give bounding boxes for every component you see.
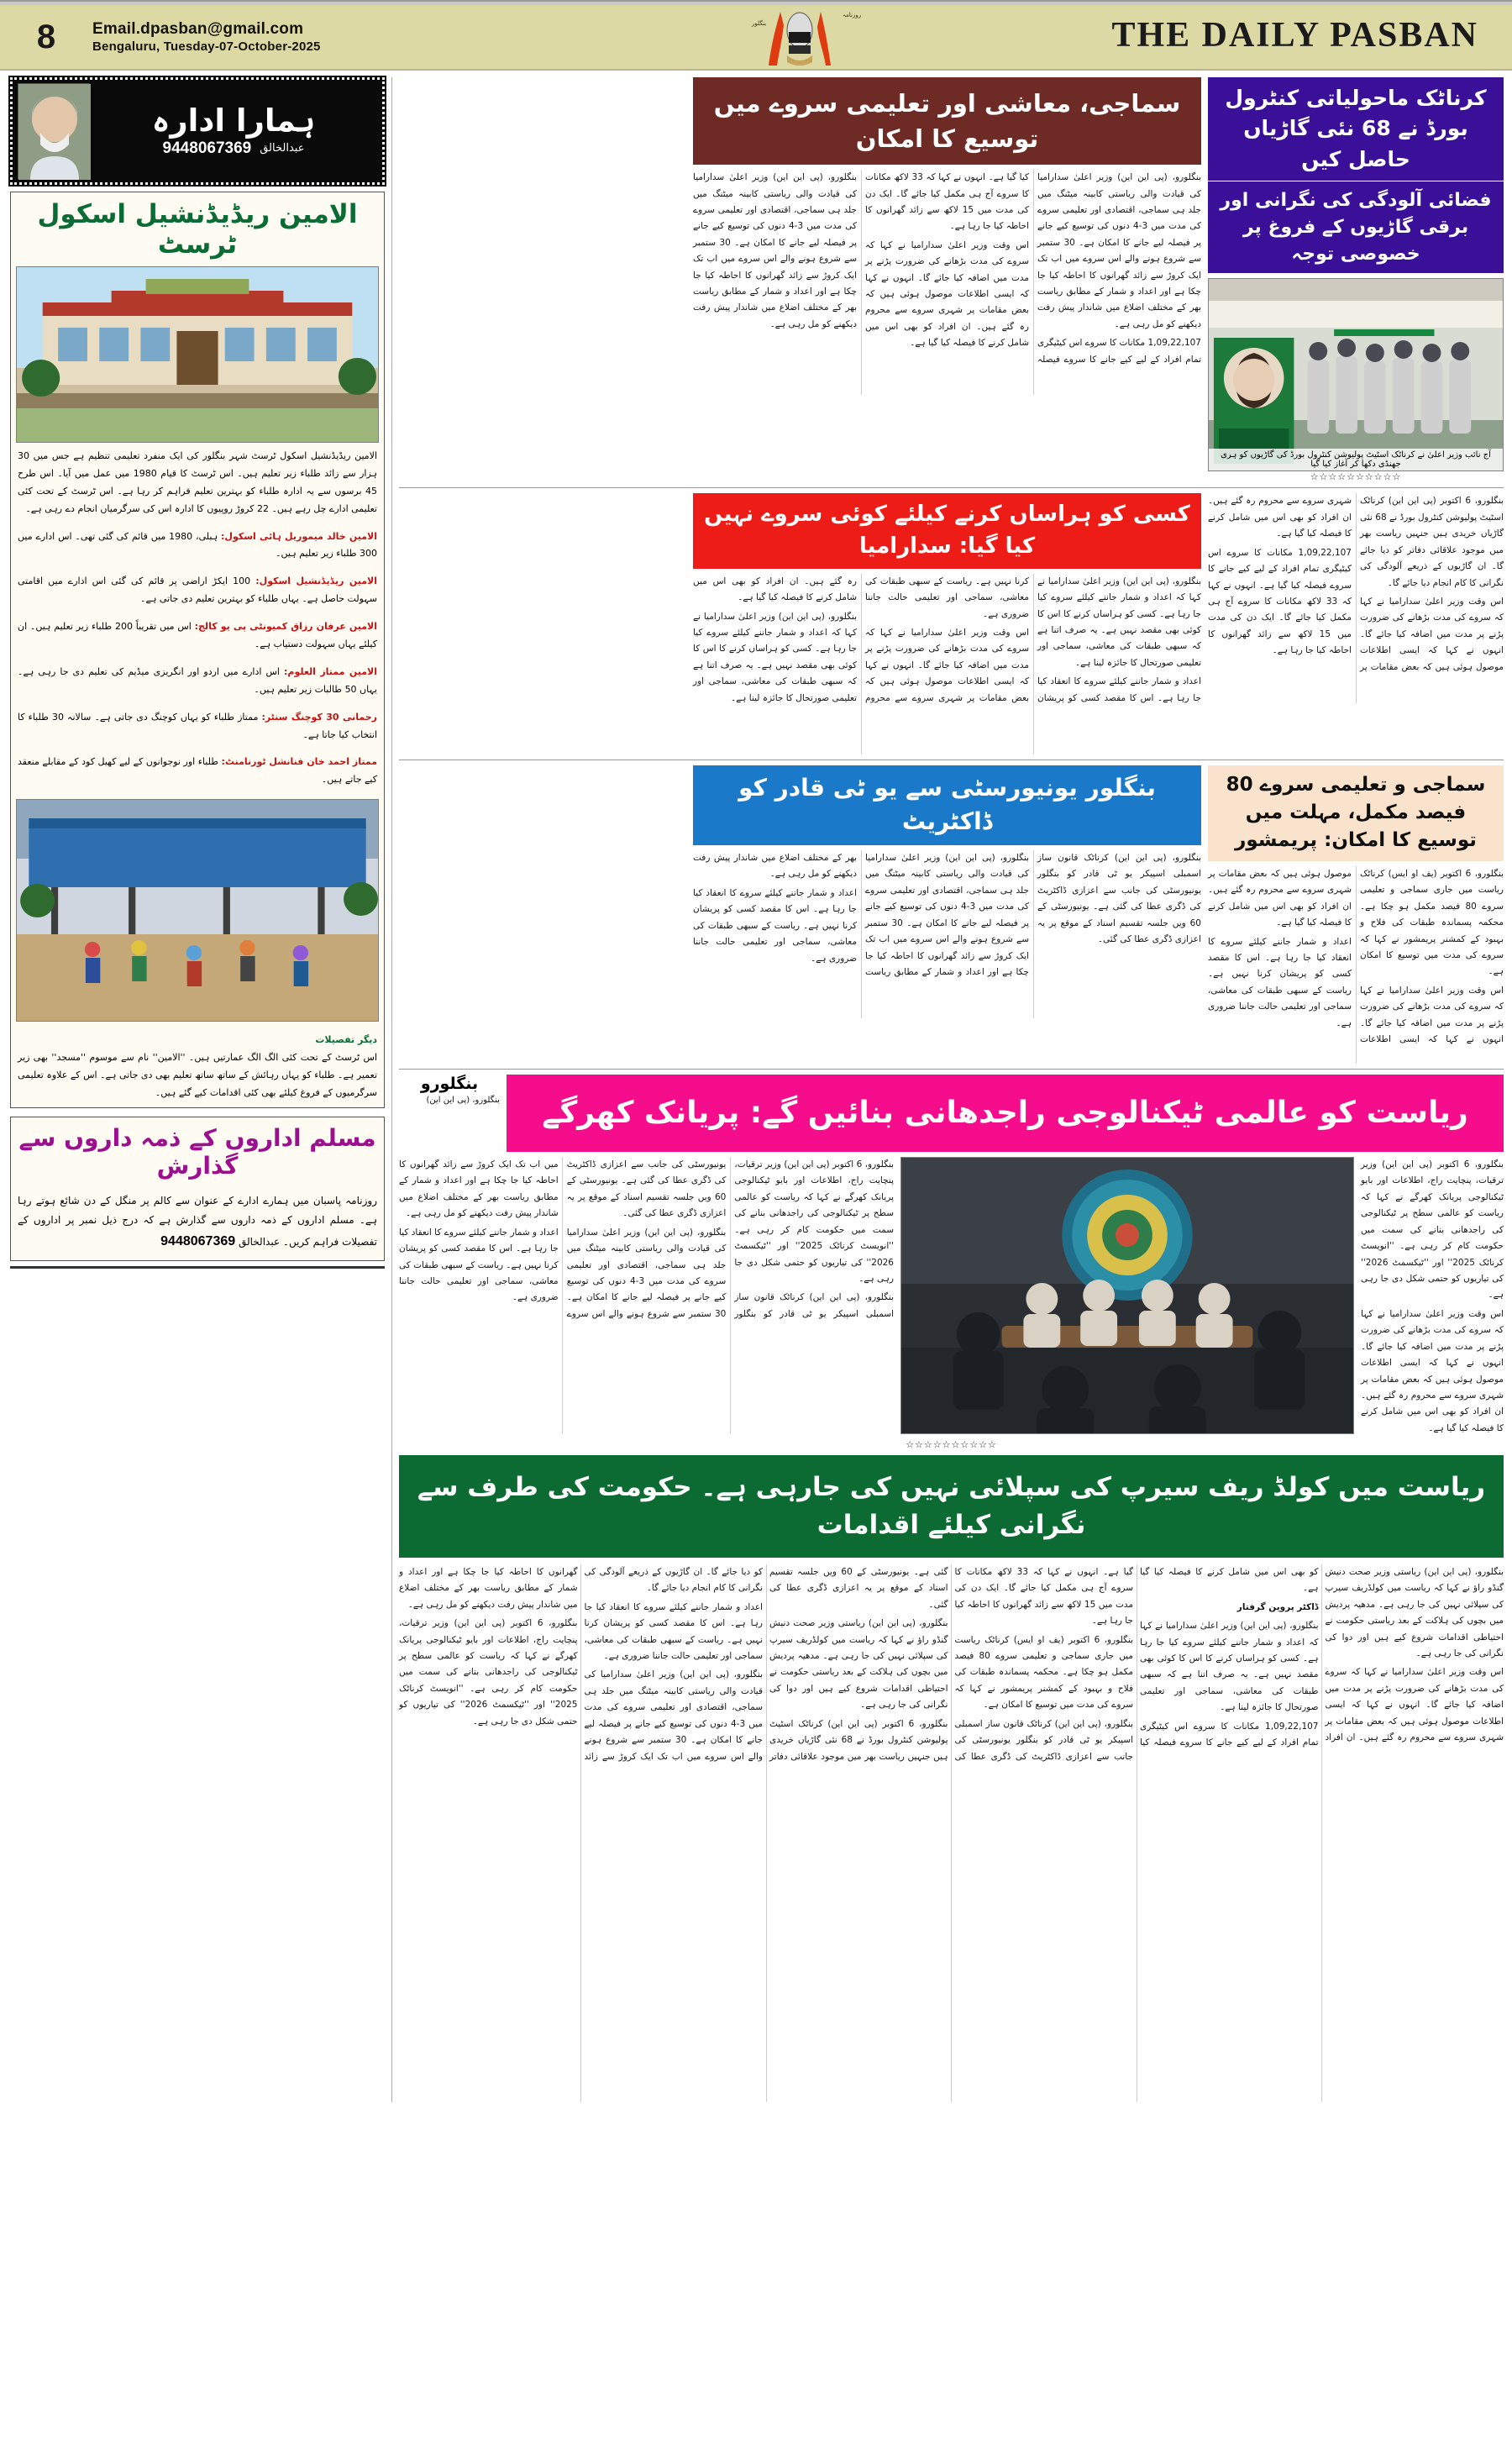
trust-item <box>11 613 384 659</box>
bottom-ad-title: مسلم اداروں کے ذمہ داروں سے گذارش <box>18 1123 376 1180</box>
trust-item-head: الامین عرفان رزاق کمیونٹی پی یو کالج: <box>194 621 377 633</box>
headline-purple: کرناٹک ماحولیاتی کنٹرول بورڈ نے 68 نئی گاڑیاں حاصل کیں <box>1208 77 1504 181</box>
trust-item-text: ممتاز طلباء کو یہاں کوچنگ دی جاتی ہے۔ سالانہ 30 طلباء کا انتخاب کیا جاتا ہے۔ <box>18 711 377 740</box>
article-para: اس وقت وزیر اعلیٰ سدارامیا نے کہا کہ سروے کی مدت بڑھانے کی ضرورت پڑنے پر مدت میں اضافہ کیا جائے گا۔ انہوں نے کہا کہ ایسی اطلاعات موصول ہوئی ہیں کہ بعض مقامات پر شہری سروے سے محروم رہ گئے ہیں۔ ان افراد کو بھی اس میں شامل کرنے کا فیصلہ کیا گیا ہے۔ <box>1361 1308 1504 1433</box>
article-pink-col1 <box>1361 1157 1504 1434</box>
article-para: بنگلورو، (پی این این) کرناٹک قانون ساز اسمبلی اسپیکر یو ٹی قادر کو بنگلور یونیورسٹی کی جانب سے اعزازی ڈاکٹریٹ کی ڈگری عطا کی گئی ہے۔ یونیورسٹی کے 60 ویں جلسہ تقسیم اسناد کے موقع پر یہ اعزازی ڈگری عطا کی گئی۔ <box>1037 852 1201 945</box>
article-para: اعداد و شمار جاننے کیلئے سروے کا انعقاد کیا جا رہا ہے۔ اس کا مقصد کسی کو پریشان کرنا نہیں ہے۔ ریاست کے سبھی طبقات کی معاشی، سماجی اور تعلیمی حالت جاننا ضروری ہے۔ <box>693 887 857 964</box>
sidebar <box>10 77 392 2102</box>
article-para: بنگلورو، (پی این این) کرناٹک قانون ساز اسمبلی اسپیکر یو ٹی قادر کو بنگلور یونیورسٹی کی جانب سے اعزازی ڈاکٹریٹ کی ڈگری عطا کی گئی ہے۔ یونیورسٹی کے 60 ویں جلسہ تقسیم اسناد کے موقع پر یہ اعزازی ڈگری عطا کی گئی۔ <box>769 1566 1133 1762</box>
ad-hamara-idara[interactable] <box>10 77 385 185</box>
page-number: 8 <box>36 18 56 55</box>
article-para: اعداد و شمار جاننے کیلئے سروے کا انعقاد کیا جا رہا ہے۔ اس کا مقصد کسی کو پریشان کرنا نہیں ہے۔ ریاست کے سبھی طبقات کی معاشی، سماجی اور تعلیمی حالت جاننا ضروری ہے۔ <box>1208 936 1352 1028</box>
headline-red: کسی کو ہراساں کرنے کیلئے کوئی سروے نہیں کیا گیا: سدارامیا <box>693 493 1201 568</box>
headline-purple-sub: فضائی آلودگی کی نگرانی اور برقی گاڑیوں کے فروغ پر خصوصی توجہ <box>1208 181 1504 274</box>
editor-photo <box>18 83 90 179</box>
article-para: بنگلورو، 6 اکتوبر (پی این این) وزیر ترقیات، پنچایت راج، اطلاعات اور بایو ٹیکنالوجی پریانک کھرگے نے کہا کہ ریاست کو عالمی سطح پر ٹیکنالوجی کی راجدھانی بنانے کی سمت میں حکومت کام کر رہی ہے۔ ''انویسٹ کرناٹک 2025'' اور ''ٹیکسمٹ 2026'' کی تیاریوں کو حتمی شکل دی جا رہی ہے۔ <box>399 1618 578 1727</box>
doctor-subhead: ڈاکٹر پروین گرفتار <box>1236 1601 1319 1612</box>
photo-flagoff <box>1208 278 1504 471</box>
article-pink-col2 <box>399 1157 894 1434</box>
article-para: 1,09,22,107 مکانات کا سروے اس کیٹیگری تمام افراد کے لیے کیے جانے کا سروے فیصلہ کیا گیا ہے۔ انہوں نے کہا کہ 33 لاکھ مکانات کا سروے آج ہی مکمل کیا جائے گا۔ ایک دن کی مدت میں 15 لاکھ سے زائد گھرانوں کا احاطہ کیا جا رہا ہے۔ <box>1208 547 1352 656</box>
article-blue-body <box>693 850 1201 1018</box>
trust-item <box>11 568 384 613</box>
headline-blue: بنگلور یونیورسٹی سے یو ٹی قادر کو ڈاکٹریٹ <box>693 765 1201 845</box>
bottom-ad-phone: 9448067369 <box>160 1234 236 1249</box>
headline-pink: ریاست کو عالمی ٹیکنالوجی راجدھانی بنائیں گے: پریانک کھرگے <box>507 1075 1504 1152</box>
article-para: بنگلورو، (پی این این) وزیر اعلیٰ سدارامیا کی قیادت والی ریاستی کابینہ میٹنگ میں جلد ہی سماجی، اقتصادی اور تعلیمی سروے کی مدت میں 3-4 دنوں کی توسیع کیے جانے پر فیصلہ لیے جانے کا امکان ہے۔ 30 ستمبر سے شروع ہونے والے اس سروے میں اب تک ایک کروڑ سے زائد گھرانوں کا احاطہ کیا جا چکا ہے اور اعداد و شمار کے مطابق ریاست بھر کے مختلف اضلاع میں شاندار پیش رفت دیکھنے کو مل رہی ہے۔ <box>693 852 1029 977</box>
trust-item-text: طلباء اور نوجوانوں کے لیے کھیل کود کے مقابلے منعقد کیے جاتے ہیں۔ <box>18 756 377 786</box>
article-para: بنگلورو، (پی این این) وزیر اعلیٰ سدارامیا کی قیادت والی ریاستی کابینہ میٹنگ میں جلد ہی سماجی، اقتصادی اور تعلیمی سروے کی مدت میں 3-4 دنوں کی توسیع کیے جانے پر فیصلہ لیے جانے کا امکان ہے۔ 30 ستمبر سے شروع ہونے والے اس سروے میں اب تک ایک کروڑ سے زائد گھرانوں کا احاطہ کیا جا چکا ہے اور اعداد و شمار کے مطابق ریاست بھر کے مختلف اضلاع میں شاندار پیش رفت دیکھنے کو مل رہی ہے۔ <box>399 1566 764 1762</box>
article-para: بنگلورو، (پی این این) ریاستی وزیر صحت دنیش گنڈو راؤ نے کہا کہ ریاست میں کولڈریف سیرپ کی سپلائی نہیں کی جا رہی ہے۔ مدھیہ پردیش میں بچوں کی ہلاکت کے بعد ریاستی حکومت نے احتیاطی اقدامات شروع کیے ہیں اور دوا کی نگرانی کی جا رہی ہے۔ <box>1325 1566 1504 1658</box>
trust-item-head: الامین ریڈیڈنشیل اسکول: <box>255 576 377 587</box>
headline-green: ریاست میں کولڈ ریف سیرپ کی سپلائی نہیں کی جارہی ہے۔ حکومت کی طرف سے نگرانی کیلئے اقدامات <box>399 1455 1504 1558</box>
pink-dateline: بنگلورو، (پی این این) <box>426 1095 500 1105</box>
trust-item-head: الامین خالد میموریل ہائی اسکول: <box>221 530 377 542</box>
trust-title: الامین ریڈیڈنشیل اسکول ٹرسٹ <box>11 192 384 266</box>
article-para: اعداد و شمار جاننے کیلئے سروے کا انعقاد کیا جا رہا ہے۔ اس کا مقصد کسی کو پریشان کرنا نہیں ہے۔ ریاست کے سبھی طبقات کی معاشی، سماجی اور تعلیمی حالت جاننا ضروری ہے۔ <box>584 1601 763 1661</box>
trust-item <box>11 704 384 749</box>
article-para: 1,09,22,107 مکانات کا سروے اس کیٹیگری تمام افراد کے لیے کیے جانے کا سروے فیصلہ کیا گیا ہے۔ انہوں نے کہا کہ 33 لاکھ مکانات کا سروے آج ہی مکمل کیا جائے گا۔ ایک دن کی مدت میں 15 لاکھ سے زائد گھرانوں کا احاطہ کیا جا رہا ہے۔ <box>865 172 1201 365</box>
trust-item <box>11 749 384 794</box>
article-para: بنگلورو، (پی این این) وزیر اعلیٰ سدارامیا نے کہا کہ اعداد و شمار جاننے کیلئے سروے کیا جا رہا ہے۔ کسی کو ہراساں کرنے کا اس کا کوئی بھی مقصد نہیں ہے۔ یہ صرف اتنا ہے کہ سبھی طبقات کی معاشی، سماجی اور تعلیمی صورتحال کا جائزہ لینا ہے۔ <box>693 611 857 703</box>
trust-item-text: 100 ایکڑ اراضی پر قائم کی گئی اس ادارے میں اقامتی سہولت حاصل ہے۔ یہاں طلباء کو بہترین تعلیم دی جاتی ہے۔ <box>18 576 377 605</box>
article-para: بنگلورو، 6 اکتوبر (پی این این) کرناٹک اسٹیٹ پولیوشن کنٹرول بورڈ نے 68 نئی گاڑیاں خریدی ہیں جنہیں ریاست بھر میں موجود علاقائی دفاتر کو دیا جائے گا۔ ان گاڑیوں کے ذریعے آلودگی کی نگرانی کا کام انجام دیا جائے گا۔ <box>584 1566 948 1762</box>
article-para: اس وقت وزیر اعلیٰ سدارامیا نے کہا کہ سروے کی مدت بڑھانے کی ضرورت پڑنے پر مدت میں اضافہ کیا جائے گا۔ انہوں نے کہا کہ ایسی اطلاعات موصول ہوئی ہیں کہ بعض مقامات پر شہری سروے سے محروم رہ گئے ہیں۔ ان افراد کو بھی اس میں شامل کرنے کا فیصلہ کیا گیا ہے۔ <box>865 239 1029 349</box>
article-para: بنگلورو، (پی این این) کرناٹک قانون ساز اسمبلی اسپیکر یو ٹی قادر کو بنگلور یونیورسٹی کی جانب سے اعزازی ڈاکٹریٹ کی ڈگری عطا کی گئی ہے۔ یونیورسٹی کے 60 ویں جلسہ تقسیم اسناد کے موقع پر یہ اعزازی ڈگری عطا کی گئی۔ <box>566 1159 894 1319</box>
headline-maroon: سماجی، معاشی اور تعلیمی سروے میں توسیع کا امکان <box>693 77 1201 165</box>
pink-kicker: بنگلورو <box>420 1074 479 1093</box>
article-para: بنگلورو، 6 اکتوبر (پی این این) وزیر ترقیات، پنچایت راج، اطلاعات اور بایو ٹیکنالوجی پریانک کھرگے نے کہا کہ ریاست کو عالمی سطح پر ٹیکنالوجی کی راجدھانی بنانے کی سمت میں حکومت کام کر رہی ہے۔ ''انویسٹ کرناٹک 2025'' اور ''ٹیکسمٹ 2026'' کی تیاریوں کو حتمی شکل دی جا رہی ہے۔ <box>734 1159 895 1284</box>
star-divider: ☆☆☆☆☆☆☆☆☆☆ <box>906 1440 997 1451</box>
article-para: اعداد و شمار جاننے کیلئے سروے کا انعقاد کیا جا رہا ہے۔ اس کا مقصد کسی کو پریشان کرنا نہیں ہے۔ ریاست کے سبھی طبقات کی معاشی، سماجی اور تعلیمی حالت جاننا ضروری ہے۔ <box>399 1227 559 1303</box>
photo-school-playground <box>16 799 379 1022</box>
article-para: اس وقت وزیر اعلیٰ سدارامیا نے کہا کہ سروے کی مدت بڑھانے کی ضرورت پڑنے پر مدت میں اضافہ کیا جائے گا۔ انہوں نے کہا کہ ایسی اطلاعات موصول ہوئی ہیں کہ بعض مقامات پر شہری سروے سے محروم رہ گئے ہیں۔ ان افراد کو بھی اس میں شامل کرنے کا فیصلہ کیا گیا ہے۔ <box>1208 496 1504 672</box>
masthead-contact <box>92 19 321 55</box>
article-para: بنگلورو، (پی این این) وزیر اعلیٰ سدارامیا کی قیادت والی ریاستی کابینہ میٹنگ میں جلد ہی سماجی، اقتصادی اور تعلیمی سروے کی مدت میں 3-4 دنوں کی توسیع کیے جانے پر فیصلہ لیے جانے کا امکان ہے۔ 30 ستمبر سے شروع ہونے والے اس سروے میں اب تک ایک کروڑ سے زائد گھرانوں کا احاطہ کیا جا چکا ہے اور اعداد و شمار کے مطابق ریاست بھر کے مختلف اضلاع میں شاندار پیش رفت دیکھنے کو مل رہی ہے۔ <box>1037 172 1201 329</box>
article-cream-body <box>1208 866 1504 1064</box>
photo-meeting <box>900 1157 1354 1434</box>
article-para: 1,09,22,107 مکانات کا سروے اس کیٹیگری تمام افراد کے لیے کیے جانے کا سروے فیصلہ کیا گیا ہے۔ انہوں نے کہا کہ 33 لاکھ مکانات کا سروے آج ہی مکمل کیا جائے گا۔ ایک دن کی مدت میں 15 لاکھ سے زائد گھرانوں کا احاطہ کیا جا رہا ہے۔ <box>954 1566 1319 1748</box>
svg-text:بنگلور: بنگلور <box>752 20 767 27</box>
article-para: بنگلورو، 6 اکتوبر (پی این این) کرناٹک اسٹیٹ پولیوشن کنٹرول بورڈ نے 68 نئی گاڑیاں خریدی ہیں جنہیں ریاست بھر میں موجود علاقائی دفاتر کو دیا جائے گا۔ ان گاڑیوں کے ذریعے آلودگی کی نگرانی کا کام انجام دیا جائے گا۔ <box>1360 496 1504 588</box>
article-para: بنگلورو، 6 اکتوبر (یف او ایس) کرناٹک ریاست میں جاری سماجی و تعلیمی سروے 80 فیصد مکمل ہو چکا ہے۔ محکمہ پسماندہ طبقات کی فلاح و بہبود کے کمشنر پریمشور نے کہا کہ سروے کی مدت میں توسیع کا امکان ہے۔ <box>954 1634 1133 1711</box>
trust-item-head: ممتاز احمد خان فنانشل ٹورنامنٹ: <box>221 756 377 768</box>
article-red-body <box>693 574 1201 754</box>
photo-caption: آج نائب وزیر اعلیٰ نے کرناٹک اسٹیٹ پولیوشن کنٹرول بورڈ کی گاڑیوں کو ہری جھنڈی دکھا کر آغاز کیا گیا <box>1209 449 1503 470</box>
masthead-email: Email.dpasban@gmail.com <box>92 19 304 38</box>
article-para: بنگلورو، (پی این این) وزیر اعلیٰ سدارامیا کی قیادت والی ریاستی کابینہ میٹنگ میں جلد ہی سماجی، اقتصادی اور تعلیمی سروے کی مدت میں 3-4 دنوں کی توسیع کیے جانے پر فیصلہ لیے جانے کا امکان ہے۔ 30 ستمبر سے شروع ہونے والے اس سروے میں اب تک ایک کروڑ سے زائد گھرانوں کا احاطہ کیا جا چکا ہے اور اعداد و شمار کے مطابق ریاست بھر کے مختلف اضلاع میں شاندار پیش رفت دیکھنے کو مل رہی ہے۔ <box>693 172 857 329</box>
headline-cream: سماجی و تعلیمی سروے 80 فیصد مکمل، مہلت میں توسیع کا امکان: پریمشور <box>1208 765 1504 861</box>
article-para: بنگلورو، (پی این این) ریاستی وزیر صحت دنیش گنڈو راؤ نے کہا کہ ریاست میں کولڈریف سیرپ کی سپلائی نہیں کی جا رہی ہے۔ مدھیہ پردیش میں بچوں کی ہلاکت کے بعد ریاستی حکومت نے احتیاطی اقدامات شروع کیے ہیں اور دوا کی نگرانی کی جا رہی ہے۔ <box>769 1618 948 1711</box>
article-para: بنگلورو، 6 اکتوبر (پی این این) وزیر ترقیات، پنچایت راج، اطلاعات اور بایو ٹیکنالوجی پریانک کھرگے نے کہا کہ ریاست کو عالمی سطح پر ٹیکنالوجی کی راجدھانی بنانے کی سمت میں حکومت کام کر رہی ہے۔ ''انویسٹ کرناٹک 2025'' اور ''ٹیکسمٹ 2026'' کی تیاریوں کو حتمی شکل دی جا رہی ہے۔ <box>1361 1159 1504 1301</box>
trust-item <box>11 659 384 704</box>
ad-wordmark: ہمارا ادارہ <box>151 102 316 139</box>
trust-intro: الامین ریڈیڈنشیل اسکول ٹرسٹ شہر بنگلور کی ایک منفرد تعلیمی تنظیم ہے جس میں 30 ہزار سے زائد طلباء زیر تعلیم ہیں۔ اس ٹرسٹ کا قیام 1980 میں عمل میں آیا۔ اس طرح 45 برسوں سے یہ ادارہ طلباء کو بہترین تعلیم فراہم کر رہا ہے۔ اس ٹرسٹ کے تحت کئی تعلیمی ادارے چل رہے ہیں۔ 22 کروڑ روپیوں کا ادارہ اس کی سرگرمیاں انجام دے رہی ہے۔ <box>18 450 377 514</box>
article-green-body <box>399 1564 1504 2102</box>
svg-text:روزنامہ: روزنامہ <box>843 12 862 18</box>
article-para: اعداد و شمار جاننے کیلئے سروے کا انعقاد کیا جا رہا ہے۔ اس کا مقصد کسی کو پریشان کرنا نہیں ہے۔ ریاست کے سبھی طبقات کی معاشی، سماجی اور تعلیمی حالت جاننا ضروری ہے۔ <box>865 576 1201 703</box>
trust-item-text: ہبلی، 1980 میں قائم کی گئی تھی۔ اس ادارے میں 300 طلباء زیر تعلیم ہیں۔ <box>18 530 377 560</box>
trust-other <box>11 1027 384 1107</box>
article-maroon-body <box>693 170 1201 395</box>
ad-muslim-institutions[interactable] <box>10 1117 385 1261</box>
ad-alameen-trust[interactable] <box>10 192 385 1108</box>
article-para: بنگلورو، (پی این این) وزیر اعلیٰ سدارامیا کی قیادت والی ریاستی کابینہ میٹنگ میں جلد ہی سماجی، اقتصادی اور تعلیمی سروے کی مدت میں 3-4 دنوں کی توسیع کیے جانے پر فیصلہ لیے جانے کا امکان ہے۔ 30 ستمبر سے شروع ہونے والے اس سروے میں اب تک ایک کروڑ سے زائد گھرانوں کا احاطہ کیا جا چکا ہے اور اعداد و شمار کے مطابق ریاست بھر کے مختلف اضلاع میں شاندار پیش رفت دیکھنے کو مل رہی ہے۔ <box>399 1159 727 1319</box>
newspaper-title: THE DAILY PASBAN <box>1111 16 1478 55</box>
trust-item-text: اس میں تقریباً 200 طلباء زیر تعلیم ہیں۔ ان کیلئے یہاں سہولت دستیاب ہے۔ <box>18 621 377 650</box>
bottom-ad-text <box>11 1186 384 1260</box>
trust-item-text: اس ادارے میں اردو اور انگریزی میڈیم کی تعلیم دی جا رہی ہے۔ یہاں 50 طالبات زیر تعلیم ہیں۔ <box>18 665 377 695</box>
article-para: بنگلورو، (پی این این) وزیر اعلیٰ سدارامیا نے کہا کہ اعداد و شمار جاننے کیلئے سروے کیا جا رہا ہے۔ کسی کو ہراساں کرنے کا اس کا کوئی بھی مقصد نہیں ہے۔ یہ صرف اتنا ہے کہ سبھی طبقات کی معاشی، سماجی اور تعلیمی صورتحال کا جائزہ لینا ہے۔ <box>1037 576 1201 668</box>
article-para: اس وقت وزیر اعلیٰ سدارامیا نے کہا کہ سروے کی مدت بڑھانے کی ضرورت پڑنے پر مدت میں اضافہ کیا جائے گا۔ انہوں نے کہا کہ ایسی اطلاعات موصول ہوئی ہیں کہ بعض مقامات پر شہری سروے سے محروم رہ گئے ہیں۔ ان افراد کو بھی اس میں شامل کرنے کا فیصلہ کیا گیا ہے۔ <box>1140 1566 1504 1743</box>
trust-item <box>11 523 384 569</box>
article-para: بنگلورو، (پی این این) وزیر اعلیٰ سدارامیا نے کہا کہ اعداد و شمار جاننے کیلئے سروے کیا جا رہا ہے۔ کسی کو ہراساں کرنے کا اس کا کوئی بھی مقصد نہیں ہے۔ یہ صرف اتنا ہے کہ سبھی طبقات کی معاشی، سماجی اور تعلیمی صورتحال کا جائزہ لینا ہے۔ <box>1140 1621 1319 1713</box>
photo-school-building <box>16 266 379 443</box>
article-para: بنگلورو، 6 اکتوبر (یف او ایس) کرناٹک ریاست میں جاری سماجی و تعلیمی سروے 80 فیصد مکمل ہو چکا ہے۔ محکمہ پسماندہ طبقات کی فلاح و بہبود کے کمشنر پریمشور نے کہا کہ سروے کی مدت میں توسیع کا امکان ہے۔ <box>1360 868 1504 977</box>
main-content <box>399 77 1504 2102</box>
pasban-logo-icon <box>739 5 874 71</box>
footer-rule <box>10 1266 385 1269</box>
ad-phone: 9448067369 <box>162 139 252 157</box>
article-para: اس وقت وزیر اعلیٰ سدارامیا نے کہا کہ سروے کی مدت بڑھانے کی ضرورت پڑنے پر مدت میں اضافہ کیا جائے گا۔ انہوں نے کہا کہ ایسی اطلاعات موصول ہوئی ہیں کہ بعض مقامات پر شہری سروے سے محروم رہ گئے ہیں۔ ان افراد کو بھی اس میں شامل کرنے کا فیصلہ کیا گیا ہے۔ <box>693 576 1029 703</box>
article-para: اس وقت وزیر اعلیٰ سدارامیا نے کہا کہ سروے کی مدت بڑھانے کی ضرورت پڑنے پر مدت میں اضافہ کیا جائے گا۔ انہوں نے کہا کہ ایسی اطلاعات موصول ہوئی ہیں کہ بعض مقامات پر شہری سروے سے محروم رہ گئے ہیں۔ ان افراد کو بھی اس میں شامل کرنے کا فیصلہ کیا گیا ہے۔ <box>1208 868 1504 1045</box>
trust-item-head: رحمانی 30 کوچنگ سنٹر: <box>261 711 378 723</box>
trust-item-head: الامین ممتاز العلوم: <box>284 665 378 677</box>
trust-other-text: اس ٹرسٹ کے تحت کئی الگ الگ عمارتیں ہیں۔ ''الامین'' نام سے موسوم ''مسجد'' بھی زیر تعمیر ہے۔ طلباء کو یہاں رہائش کے ساتھ ساتھ تعلیم بھی دی جاتی ہے۔ اس کے علاوہ تعلیمی سرگرمیوں کے فروغ کیلئے بھی کئی اقدامات کیے گئے ہیں۔ <box>18 1052 377 1098</box>
masthead <box>0 5 1512 71</box>
bottom-ad-body: روزنامہ پاسبان میں ہمارے ادارے کے عنوان سے کالم پر منگل کے دن شائع ہوتے رہا ہے۔ مسلم اداروں کے ذمہ داروں سے گذارش ہے کہ درج ذیل نمبر پر اداروں کے تفصیلات فراہم کریں۔ عبدالخالق <box>18 1194 377 1248</box>
star-divider: ☆☆☆☆☆☆☆☆☆☆ <box>1310 472 1402 483</box>
ad-byline: عبدالخالق <box>260 142 305 155</box>
article-purple-body <box>1208 493 1504 703</box>
trust-other-head: دیگر تفصیلات <box>315 1034 377 1046</box>
masthead-date: Bengaluru, Tuesday-07-October-2025 <box>92 39 321 54</box>
